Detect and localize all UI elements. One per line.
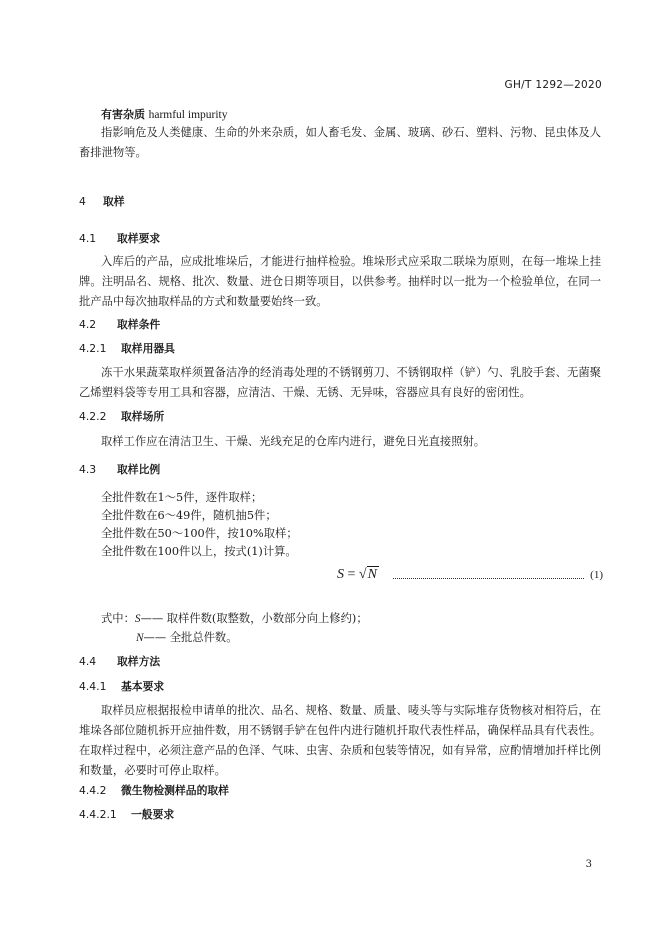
term-definition: 指影响危及人类健康、生命的外来杂质，如人畜毛发、金属、玻璃、砂石、塑料、污物、昆虫体及人畜排泄物等。 — [79, 126, 601, 159]
section-heading-4-1 — [79, 232, 160, 247]
section-number: 4.1 — [79, 232, 97, 245]
section-number: 4.4.2.1 — [79, 808, 117, 821]
formula-equals: = — [344, 567, 359, 582]
term-title-en: harmful impurity — [148, 109, 228, 121]
section-heading-4-4-2 — [79, 784, 229, 799]
where-line — [101, 609, 368, 629]
sqrt-symbol: √N — [358, 567, 377, 582]
section-number: 4.4 — [79, 655, 97, 668]
section-title: 基本要求 — [121, 680, 165, 693]
section-body-4-2-2: 取样工作应在清洁卫生、干燥、光线充足的仓库内进行，避免日光直接照射。 — [101, 435, 486, 448]
where-description: —— 全批总件数。 — [143, 631, 238, 644]
section-heading-4-4-1 — [79, 680, 164, 695]
formula-1 — [337, 566, 603, 585]
ratio-line: 全批件数在6～49件，随机抽5件； — [101, 509, 277, 522]
section-number: 4.3 — [79, 463, 97, 476]
term-title-cn: 有害杂质 — [101, 108, 145, 121]
section-title: 取样场所 — [121, 410, 165, 423]
section-title: 微生物检测样品的取样 — [121, 784, 229, 797]
section-number: 4.2.1 — [79, 342, 107, 355]
ratio-line: 全批件数在1～5件，逐件取样； — [101, 491, 263, 504]
section-title: 一般要求 — [131, 808, 175, 821]
section-number: 4.2.2 — [79, 410, 107, 423]
standard-code: GH/T 1292—2020 — [504, 79, 602, 91]
section-heading-4-2-2 — [79, 410, 164, 425]
where-symbol: N — [136, 632, 144, 644]
section-number: 4.2 — [79, 318, 97, 331]
ratio-line: 全批件数在50～100件，按10%取样； — [101, 527, 298, 540]
where-label: 式中： — [101, 612, 135, 625]
section-title: 取样条件 — [117, 318, 161, 331]
section-body-4-4-1: 取样员应根据报检申请单的批次、品名、规格、数量、质量、唛头等与实际堆存货物核对相符后，在堆垛各部位随机拆开应抽件数，用不锈钢手铲在包件内进行随机扦取代表性样品，确保样品具有代表性。在取样过程中，必须注意产品的色泽、气味、虫害、杂质和包装等情况，如有异常，应酌情增加扦样比例和数量，必要时可停止取样。 — [79, 704, 601, 777]
section-heading-4 — [79, 195, 125, 210]
page-number: 3 — [585, 859, 592, 870]
where-line — [136, 628, 238, 648]
section-number: 4.4.1 — [79, 680, 107, 693]
section-title: 取样要求 — [117, 232, 161, 245]
term-title — [101, 107, 227, 124]
formula-expression — [337, 566, 379, 585]
section-heading-4-3 — [79, 463, 160, 478]
section-heading-4-4 — [79, 655, 160, 670]
section-title: 取样用器具 — [121, 342, 175, 355]
section-heading-4-4-2-1 — [79, 808, 174, 823]
where-symbol: S — [134, 613, 141, 625]
section-body-4-2-1: 冻干水果蔬菜取样须置备洁净的经消毒处理的不锈钢剪刀、不锈钢取样（铲）勺、乳胶手套、无菌聚乙烯塑料袋等专用工具和容器，应清洁、干燥、无锈、无异味，容器应具有良好的密闭性。 — [79, 366, 601, 399]
section-title: 取样 — [103, 195, 125, 208]
formula-lhs: S — [337, 567, 344, 582]
section-title: 取样方法 — [117, 655, 161, 668]
formula-radicand: N — [367, 567, 377, 582]
section-number: 4.4.2 — [79, 784, 107, 797]
ratio-line: 全批件数在100件以上，按式(1)计算。 — [101, 545, 297, 558]
section-heading-4-2 — [79, 318, 160, 333]
section-heading-4-2-1 — [79, 342, 175, 357]
section-title: 取样比例 — [117, 463, 161, 476]
section-number: 4 — [79, 195, 86, 208]
formula-leader-dots — [393, 577, 584, 579]
formula-number: (1) — [590, 569, 603, 582]
section-body-4-1: 入库后的产品，应成批堆垛后，才能进行抽样检验。堆垛形式应采取二联垛为原则，在每一堆垛上挂牌。注明品名、规格、批次、数量、进仓日期等项目，以供参考。抽样时以一批为一个检验单位，在同一批产品中每次抽取样品的方式和数量要始终一致。 — [79, 255, 601, 308]
where-description: —— 取样件数(取整数，小数部分向上修约)； — [140, 612, 368, 625]
